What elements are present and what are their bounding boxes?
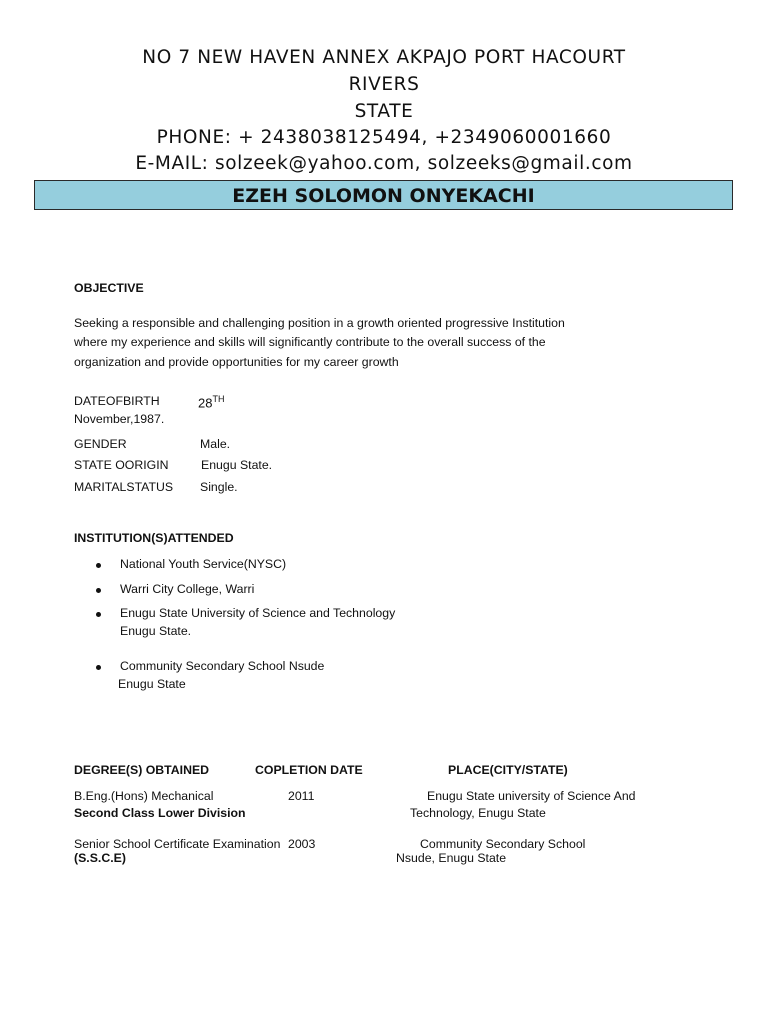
institutions-heading: INSTITUTION(S)ATTENDED xyxy=(74,531,234,545)
phone-line: PHONE: + 2438038125494, +2349060001660 xyxy=(156,127,612,148)
dob-day-number: 28 xyxy=(198,395,213,411)
dob-day xyxy=(198,394,224,410)
dob-rest: November,1987. xyxy=(74,412,165,426)
degree-2-place-line1: Community Secondary School xyxy=(420,837,586,851)
marital-label: MARITALSTATUS xyxy=(74,480,174,494)
degree-1-date: 2011 xyxy=(288,789,315,803)
objective-heading: OBJECTIVE xyxy=(74,281,144,295)
institution-item-3-line2: Enugu State. xyxy=(120,624,192,638)
marital-value: Single. xyxy=(200,480,238,494)
address-line-1: NO 7 NEW HAVEN ANNEX AKPAJO PORT HACOURT xyxy=(142,47,626,68)
bullet-dot xyxy=(96,588,101,593)
name-banner: EZEH SOLOMON ONYEKACHI xyxy=(34,180,733,210)
dob-label: DATEOFBIRTH xyxy=(74,394,160,408)
bullet-dot xyxy=(96,563,101,568)
degree-2-line1: Senior School Certificate Examination xyxy=(74,837,281,851)
degree-2-place-line2: Nsude, Enugu State xyxy=(396,851,507,865)
degree-1-place-line2: Technology, Enugu State xyxy=(410,806,546,820)
institution-item-4-line2: Enugu State xyxy=(118,677,186,691)
objective-line-2: where my experience and skills will significantly contribute to the overall success of the xyxy=(74,335,546,349)
institution-item-1: National Youth Service(NYSC) xyxy=(120,557,287,571)
origin-label: STATE OORIGIN xyxy=(74,458,169,472)
dob-day-suffix: TH xyxy=(212,394,225,404)
date-column-header: COPLETION DATE xyxy=(255,763,363,777)
email-line: E-MAIL: solzeek@yahoo.com, solzeeks@gmail.com xyxy=(135,153,633,174)
institution-item-4: Community Secondary School Nsude xyxy=(120,659,325,673)
bullet-dot xyxy=(96,665,101,670)
degree-1-line2: Second Class Lower Division xyxy=(74,806,246,820)
address-line-2: RIVERS xyxy=(348,74,420,95)
place-column-header: PLACE(CITY/STATE) xyxy=(448,763,568,777)
degree-2-line2: (S.S.C.E) xyxy=(74,851,126,865)
objective-line-1: Seeking a responsible and challenging position in a growth oriented progressive Institution xyxy=(74,316,565,330)
degree-1-place-line1: Enugu State university of Science And xyxy=(427,789,636,803)
address-line-3: STATE xyxy=(354,101,414,122)
degree-2-date: 2003 xyxy=(288,837,316,851)
gender-label: GENDER xyxy=(74,437,127,451)
degree-1-line1: B.Eng.(Hons) Mechanical xyxy=(74,789,214,803)
bullet-dot xyxy=(96,612,101,617)
institution-item-2: Warri City College, Warri xyxy=(120,582,255,596)
institution-item-3: Enugu State University of Science and Technology xyxy=(120,606,396,620)
objective-line-3: organization and provide opportunities for my career growth xyxy=(74,355,399,369)
origin-value: Enugu State. xyxy=(201,458,273,472)
degree-column-header: DEGREE(S) OBTAINED xyxy=(74,763,210,777)
gender-value: Male. xyxy=(200,437,231,451)
